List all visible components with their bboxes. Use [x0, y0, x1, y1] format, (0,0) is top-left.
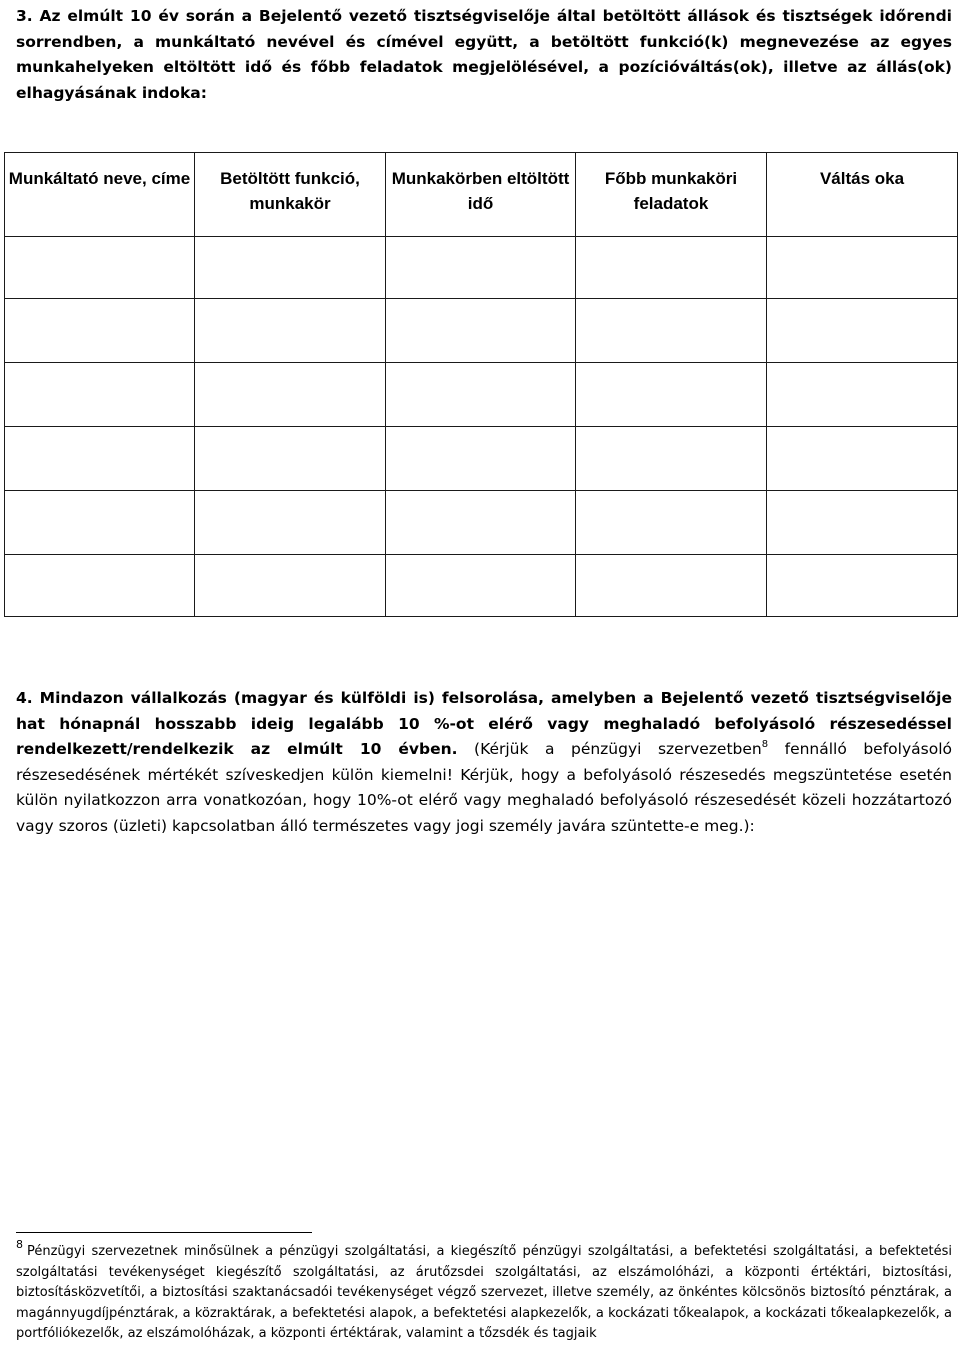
table-cell-employer[interactable]: [5, 363, 195, 427]
table-cell-employer[interactable]: [5, 555, 195, 617]
header-employer-name-address: Munkáltató neve, címe: [5, 153, 195, 237]
footnote-reference[interactable]: 8: [761, 739, 769, 750]
table-cell-reason[interactable]: [767, 491, 958, 555]
table-cell-duties[interactable]: [576, 427, 767, 491]
table-cell-reason[interactable]: [767, 299, 958, 363]
table-cell-position[interactable]: [195, 299, 386, 363]
table-cell-position[interactable]: [195, 427, 386, 491]
section-3-question: [16, 4, 952, 106]
table-cell-duties[interactable]: [576, 299, 767, 363]
section-4-note-start: (Kérjük a pénzügyi szervezetben: [457, 740, 762, 758]
table-cell-position[interactable]: [195, 555, 386, 617]
header-time-in-role: Munkakörben eltöltött idő: [386, 153, 576, 237]
table-cell-time[interactable]: [386, 427, 576, 491]
header-reason-for-change: Váltás oka: [767, 153, 958, 237]
section-4-note-end: fennálló befolyásoló részesedésének mértékét szíveskedjen külön kiemelni! Kérjük, hogy a befolyásoló részesedés megszüntetése esetén külön nyilatkozzon arra vonatkozóan, hogy 10%-ot elérő vagy meghaladó befolyásoló részesedését közeli hozzátartozó vagy szoros (üzleti) kapcsolatban álló természetes vagy jogi személy javára szüntette-e meg.):: [16, 740, 952, 835]
table-row: [5, 491, 958, 555]
table-cell-reason[interactable]: [767, 555, 958, 617]
table-cell-reason[interactable]: [767, 237, 958, 299]
table-row: [5, 237, 958, 299]
table-cell-employer[interactable]: [5, 299, 195, 363]
table-row: [5, 427, 958, 491]
table-cell-time[interactable]: [386, 363, 576, 427]
footnote: [16, 1238, 952, 1345]
header-position-role: Betöltött funkció, munkakör: [195, 153, 386, 237]
table-header-row: [5, 153, 958, 237]
table-cell-duties[interactable]: [576, 491, 767, 555]
section-4-question: [16, 686, 952, 839]
table-cell-duties[interactable]: [576, 555, 767, 617]
table-cell-duties[interactable]: [576, 363, 767, 427]
table-row: [5, 363, 958, 427]
footnote-separator: [16, 1232, 312, 1233]
section-3-heading: 3. Az elmúlt 10 év során a Bejelentő vezető tisztségviselője által betöltött állások és tisztségek időrendi sorrendben, a munkáltató nevével és címével együtt, a betöltött funkció(k) megnevezése az egyes munkahelyeken eltöltött idő és főbb feladatok megjelölésével, a pozícióváltás(ok), illetve az állás(ok) elhagyásának indoka:: [16, 7, 952, 102]
table-cell-time[interactable]: [386, 237, 576, 299]
table-cell-position[interactable]: [195, 237, 386, 299]
table-cell-employer[interactable]: [5, 491, 195, 555]
table-cell-employer[interactable]: [5, 237, 195, 299]
table-cell-position[interactable]: [195, 491, 386, 555]
table-cell-reason[interactable]: [767, 363, 958, 427]
table-row: [5, 555, 958, 617]
table-cell-duties[interactable]: [576, 237, 767, 299]
footnote-number: 8: [16, 1238, 23, 1251]
table-cell-reason[interactable]: [767, 427, 958, 491]
table-cell-employer[interactable]: [5, 427, 195, 491]
table-cell-time[interactable]: [386, 299, 576, 363]
table-cell-time[interactable]: [386, 491, 576, 555]
table-cell-time[interactable]: [386, 555, 576, 617]
table-cell-position[interactable]: [195, 363, 386, 427]
employment-history-table: [4, 152, 958, 617]
section-4-heading: 4. Mindazon vállalkozás (magyar és külföldi is) felsorolása, amelyben a Bejelentő vezető tisztségviselője hat hónapnál hosszabb ideig legalább 10 %-ot elérő vagy meghaladó befolyásoló részesedéssel rendelkezett/rendelkezik az elmúlt 10 évben.: [16, 689, 952, 758]
header-main-duties: Főbb munkaköri feladatok: [576, 153, 767, 237]
footnote-text: Pénzügyi szervezetnek minősülnek a pénzügyi szolgáltatási, a kiegészítő pénzügyi szolgáltatási, a befektetési szolgáltatási, a befektetési szolgáltatási tevékenységet kiegészítő szolgáltatási, az árutőzsdei szolgáltatási, az elszámolóházi, a központi értéktári, biztosítási, biztosításközvetítői, a biztosítási szaktanácsadói tevékenységet végző szervezet, illetve személy, az önkéntes kölcsönös biztosító pénztárak, a magánnyugdíjpénztárak, a közraktárak, a befektetési alapok, a befektetési alapkezelők, a kockázati tőkealapok, a kockázati tőkealapkezelők, a portfóliókezelők, az elszámolóházak, a központi értéktárak, valamint a tőzsdék és tagjaik: [16, 1244, 952, 1341]
table-row: [5, 299, 958, 363]
